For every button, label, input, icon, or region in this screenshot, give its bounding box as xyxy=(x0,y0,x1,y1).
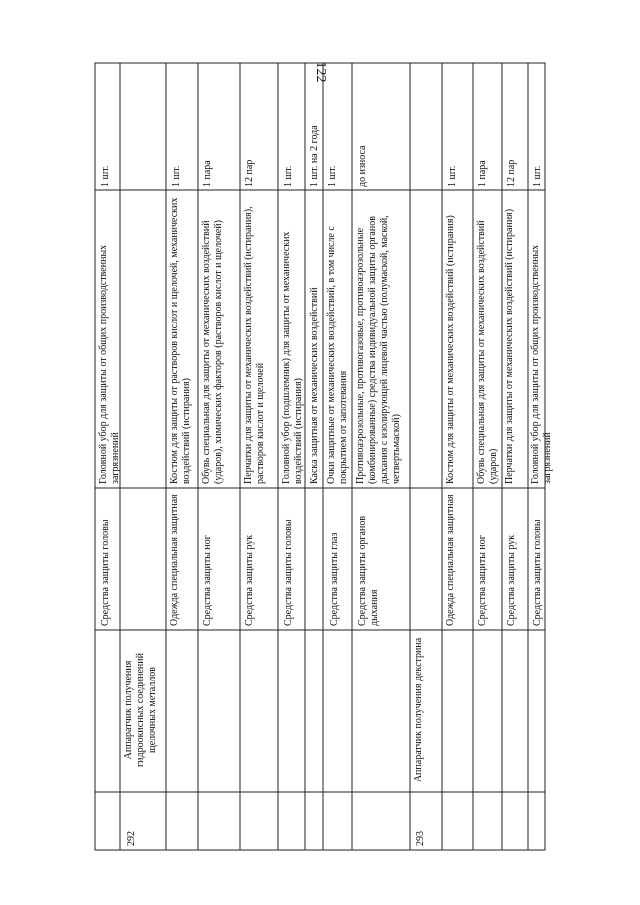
description-cell: Обувь специальная для защиты от механических воздействий (ударов) xyxy=(476,220,499,484)
category-cell: Средства защиты ног xyxy=(477,535,488,626)
description-cell: Головной убор для защиты от общих производственных загрязнений xyxy=(530,244,553,484)
description-cell: Перчатки для защиты от механических воздействий (истирания) xyxy=(504,208,515,484)
category-cell: Одежда специальная защитная xyxy=(445,494,456,626)
category-cell: Средства защиты ног xyxy=(202,535,213,626)
description-cell: Противоаэрозольные, противогазовые, противоаэрозольные (комбинированные) средства индивидуальной защиты органов дыхания с изолирующей лицевой частью (полумаской, маской, четвертьмаской) xyxy=(355,215,402,484)
description-cell: Костюм для защиты от механических воздействий (истирания) xyxy=(445,215,456,484)
norm-cell: 1 шт. xyxy=(283,165,294,187)
category-cell: Средства защиты головы xyxy=(532,519,543,626)
norm-cell: 1 пара xyxy=(202,160,213,187)
description-cell: Каска защитная от механических воздействий xyxy=(309,287,320,484)
description-cell: Головной убор (подшлемник) для защиты от механических воздействий (истирания) xyxy=(281,231,304,484)
category-cell: Средства защиты рук xyxy=(506,534,517,626)
category-cell: Средства защиты головы xyxy=(100,519,111,626)
norm-cell: 1 шт. xyxy=(100,165,111,187)
category-cell: Средства защиты органов дыхания xyxy=(357,515,380,626)
description-cell: Очки защитные от механических воздействий, в том числе с покрытием от запотевания xyxy=(326,226,349,484)
norm-cell: 12 пар xyxy=(506,159,517,187)
category-cell: Одежда специальная защитная xyxy=(169,494,180,626)
profession-cell: Аппаратчик получения гидроокисных соединений щелочных металлов xyxy=(123,653,158,767)
item-number: 292 xyxy=(126,831,137,846)
profession-cell: Аппаратчик получения декстрина xyxy=(413,637,424,783)
page-number: 122 xyxy=(313,61,328,83)
category-cell: Средства защиты глаз xyxy=(329,532,340,626)
norm-cell: 1 пара xyxy=(477,160,488,187)
norm-cell: 1 шт. xyxy=(171,165,182,187)
norm-cell: 1 шт. на 2 года xyxy=(309,125,320,187)
norm-cell: до износа xyxy=(357,145,368,187)
norm-cell: 1 шт. xyxy=(327,165,338,187)
description-cell: Костюм для защиты от растворов кислот и щелочей, механических воздействий (истирания) xyxy=(169,197,192,484)
description-cell: Головной убор для защиты от общих производственных загрязнений xyxy=(98,244,121,484)
category-cell: Средства защиты головы xyxy=(283,519,294,626)
category-cell: Средства защиты рук xyxy=(244,534,255,626)
description-cell: Перчатки для защиты от механических воздействий (истирания), растворов кислот и щелочей xyxy=(243,206,266,484)
norm-cell: 12 пар xyxy=(244,159,255,187)
norm-cell: 1 шт. xyxy=(447,165,458,187)
norm-cell: 1 шт. xyxy=(532,165,543,187)
item-number: 293 xyxy=(415,831,426,846)
description-cell: Обувь специальная для защиты от механических воздействий (ударов), химических факторов (растворов кислот и щелочей) xyxy=(201,220,224,484)
